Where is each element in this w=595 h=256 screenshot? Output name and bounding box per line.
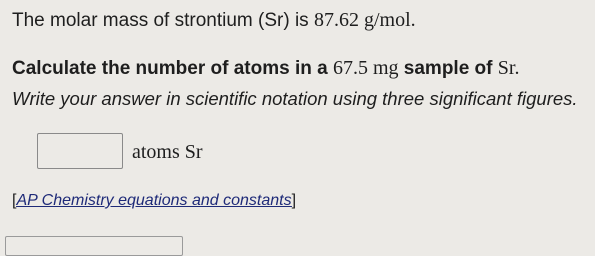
task-middle-text: sample of — [398, 58, 498, 79]
answer-input[interactable] — [37, 133, 123, 169]
equations-constants-link[interactable] — [12, 192, 296, 210]
sample-mass: 67.5 mg — [332, 57, 399, 79]
equations-constants-label: AP Chemistry equations and constants — [16, 192, 292, 209]
open-bracket: [ — [12, 192, 17, 209]
element-symbol: Sr. — [497, 57, 520, 79]
answer-unit: atoms Sr — [132, 140, 203, 163]
instruction-text: Write your answer in scientific notation using three significant figures. — [12, 88, 578, 109]
task-statement — [12, 57, 519, 80]
molar-mass-value: 87.62 g/mol. — [313, 9, 416, 31]
close-bracket: ] — [291, 192, 297, 209]
molar-mass-text: The molar mass of strontium (Sr) is — [12, 10, 314, 31]
molar-mass-statement — [12, 9, 416, 32]
partial-next-element — [5, 236, 183, 256]
answer-row — [37, 133, 203, 169]
task-text: Calculate the number of atoms in a — [12, 58, 333, 79]
